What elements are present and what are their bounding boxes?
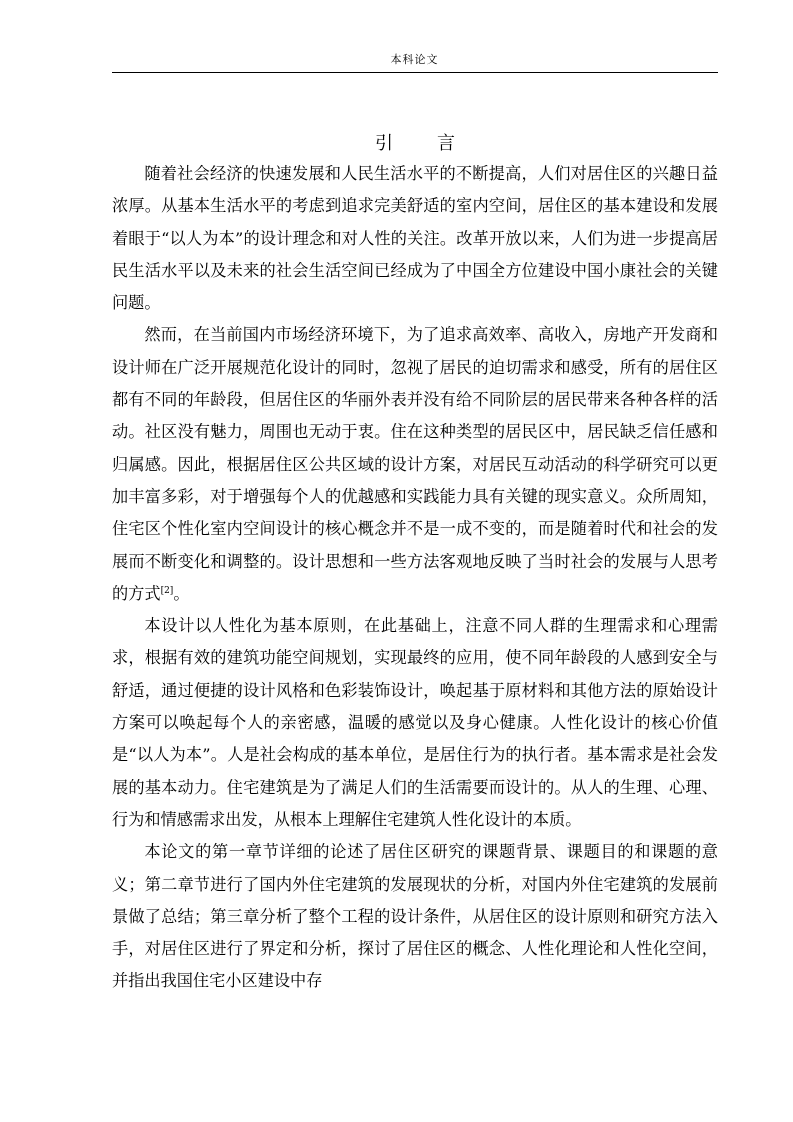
paragraph-1 — [112, 158, 718, 319]
paragraph-4 — [112, 836, 718, 997]
paragraph-3 — [112, 610, 718, 836]
section-title-char-2: 言 — [437, 133, 455, 154]
header-rule — [112, 72, 718, 73]
citation-ref: [2] — [160, 585, 174, 596]
section-title — [112, 130, 718, 158]
section-title-char-1: 引 — [375, 133, 393, 154]
paragraph-1-text: 随着社会经济的快速发展和人民生活水平的不断提高，人们对居住区的兴趣日益浓厚。从基本生活水平的考虑到追求完美舒适的室内空间，居住区的基本建设和发展着眼于“以人为本”的设计理念和对人性的关注。改革开放以来，人们为进一步提高居民生活水平以及未来的社会生活空间已经成为了中国全方位建设中国小康社会的关键问题。 — [112, 164, 718, 313]
paragraph-2-end: 。 — [173, 583, 190, 603]
body-text — [112, 158, 718, 998]
paragraph-2 — [112, 319, 718, 610]
paragraph-4-text: 本论文的第一章节详细的论述了居住区研究的课题背景、课题目的和课题的意义；第二章节进行了国内外住宅建筑的发展现状的分析，对国内外住宅建筑的发展前景做了总结；第三章分析了整个工程的设计条件，从居住区的设计原则和研究方法入手，对居住区进行了界定和分析，探讨了居住区的概念、人性化理论和人性化空间，并指出我国住宅小区建设中存 — [112, 842, 718, 991]
paragraph-3-text: 本设计以人性化为基本原则，在此基础上，注意不同人群的生理需求和心理需求，根据有效的建筑功能空间规划，实现最终的应用，使不同年龄段的人感到安全与舒适，通过便捷的设计风格和色彩装饰设计，唤起基于原材料和其他方法的原始设计方案可以唤起每个人的亲密感，温暖的感觉以及身心健康。人性化设计的核心价值是“以人为本”。人是社会构成的基本单位，是居住行为的执行者。基本需求是社会发展的基本动力。住宅建筑是为了满足人们的生活需要而设计的。从人的生理、心理、行为和情感需求出发，从根本上理解住宅建筑人性化设计的本质。 — [112, 616, 718, 829]
running-header: 本科论文 — [390, 53, 439, 66]
paragraph-2-text: 然而，在当前国内市场经济环境下，为了追求高效率、高收入，房地产开发商和设计师在广泛开展规范化设计的同时，忽视了居民的迫切需求和感受，所有的居住区都有不同的年龄段，但居住区的华丽外表并没有给不同阶层的居民带来各种各样的活动。社区没有魅力，周围也无动于衷。住在这种类型的居民区中，居民缺乏信任感和归属感。因此，根据居住区公共区域的设计方案，对居民互动活动的科学研究可以更加丰富多彩，对于增强每个人的优越感和实践能力具有关键的现实意义。众所周知，住宅区个性化室内空间设计的核心概念并不是一成不变的，而是随着时代和社会的发展而不断变化和调整的。设计思想和一些方法客观地反映了当时社会的发展与人思考的方式 — [112, 325, 718, 603]
